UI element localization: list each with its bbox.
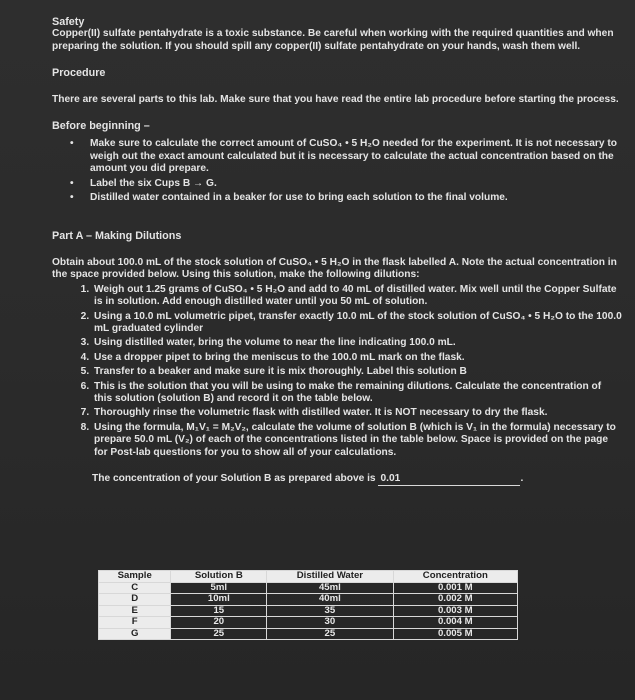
cell-sample: F [99, 617, 171, 629]
before-beginning-list [52, 138, 622, 204]
concentration-line [92, 473, 622, 486]
cell-water: 30 [267, 617, 393, 629]
table-row [99, 617, 518, 629]
cell-solution-b: 5ml [171, 582, 267, 594]
part-a-heading: Part A – Making Dilutions [52, 230, 182, 243]
step-item: 7. Thoroughly rinse the volumetric flask with distilled water. It is NOT necessary to dry the flask. [92, 407, 622, 419]
bullet-item: • Label the six Cups B → G. [80, 178, 622, 190]
cell-sample: G [99, 628, 171, 640]
table-row [99, 605, 518, 617]
step-item: 6. This is the solution that you will be using to make the remaining dilutions. Calculate the concentration of this solution (solution B) and record it on the table below. [92, 381, 622, 406]
step-item: 4. Use a dropper pipet to bring the meniscus to the 100.0 mL mark on the flask. [92, 352, 622, 364]
cell-solution-b: 10ml [171, 594, 267, 606]
part-a-steps [52, 284, 622, 459]
safety-heading: Safety [52, 16, 85, 28]
cell-solution-b: 25 [171, 628, 267, 640]
table-header-row [99, 571, 518, 583]
cell-concentration: 0.005 M [393, 628, 517, 640]
before-beginning-heading: Before beginning – [52, 120, 150, 133]
step-item: 2. Using a 10.0 mL volumetric pipet, transfer exactly 10.0 mL of the stock solution of CuSO₄ • 5 H₂O to the 100.0 mL graduated cylinder [92, 311, 622, 336]
cell-sample: D [99, 594, 171, 606]
concentration-value: 0.01 [378, 473, 520, 486]
header-solution-b: Solution B [171, 571, 267, 583]
cell-solution-b: 20 [171, 617, 267, 629]
document-body [52, 16, 622, 486]
concentration-end: . [520, 472, 524, 484]
bullet-item: • Make sure to calculate the correct amount of CuSO₄ • 5 H₂O needed for the experiment. It is not necessary to weigh out the exact amount calculated but it is necessary to calculate the actual concentration based on the amount you did prepare. [80, 138, 622, 175]
cell-water: 35 [267, 605, 393, 617]
cell-sample: E [99, 605, 171, 617]
step-item: 3. Using distilled water, bring the volume to near the line indicating 100.0 mL. [92, 337, 622, 349]
procedure-heading: Procedure [52, 67, 106, 80]
cell-sample: C [99, 582, 171, 594]
bullet-item: • Distilled water contained in a beaker for use to bring each solution to the final volume. [80, 192, 622, 204]
concentration-prompt: The concentration of your Solution B as prepared above is [92, 472, 376, 484]
table-row [99, 594, 518, 606]
dilution-table [98, 570, 518, 640]
step-item: 5. Transfer to a beaker and make sure it is mix thoroughly. Label this solution B [92, 366, 622, 378]
cell-concentration: 0.002 M [393, 594, 517, 606]
part-a-intro: Obtain about 100.0 mL of the stock solution of CuSO₄ • 5 H₂O in the flask labelled A. Note the actual concentration in the space provided below. Using this solution, make the following dilutions: [52, 256, 617, 281]
step-item: 1. Weigh out 1.25 grams of CuSO₄ • 5 H₂O and add to 40 mL of distilled water. Mix well until the Copper Sulfate is in solution. Add enough distilled water until you 50 mL of solution. [92, 284, 622, 309]
header-concentration: Concentration [393, 571, 517, 583]
header-sample: Sample [99, 571, 171, 583]
cell-concentration: 0.001 M [393, 582, 517, 594]
procedure-intro: There are several parts to this lab. Make sure that you have read the entire lab procedure before starting the process. [52, 93, 619, 105]
table-row [99, 582, 518, 594]
cell-water: 25 [267, 628, 393, 640]
cell-concentration: 0.003 M [393, 605, 517, 617]
header-distilled-water: Distilled Water [267, 571, 393, 583]
cell-water: 45ml [267, 582, 393, 594]
cell-concentration: 0.004 M [393, 617, 517, 629]
cell-water: 40ml [267, 594, 393, 606]
table-row [99, 628, 518, 640]
safety-text: Copper(II) sulfate pentahydrate is a toxic substance. Be careful when working with the required quantities and when preparing the solution. If you should spill any copper(II) sulfate pentahydrate on your hands, wash them well. [52, 28, 614, 52]
step-item: 8. Using the formula, M₁V₁ = M₂V₂, calculate the volume of solution B (which is V₁ in the formula) necessary to prepare 50.0 mL (V₂) of each of the concentrations listed in the table below. Space is provided on the page for Post-lab questions for you to show all of your calculations. [92, 422, 622, 459]
cell-solution-b: 15 [171, 605, 267, 617]
